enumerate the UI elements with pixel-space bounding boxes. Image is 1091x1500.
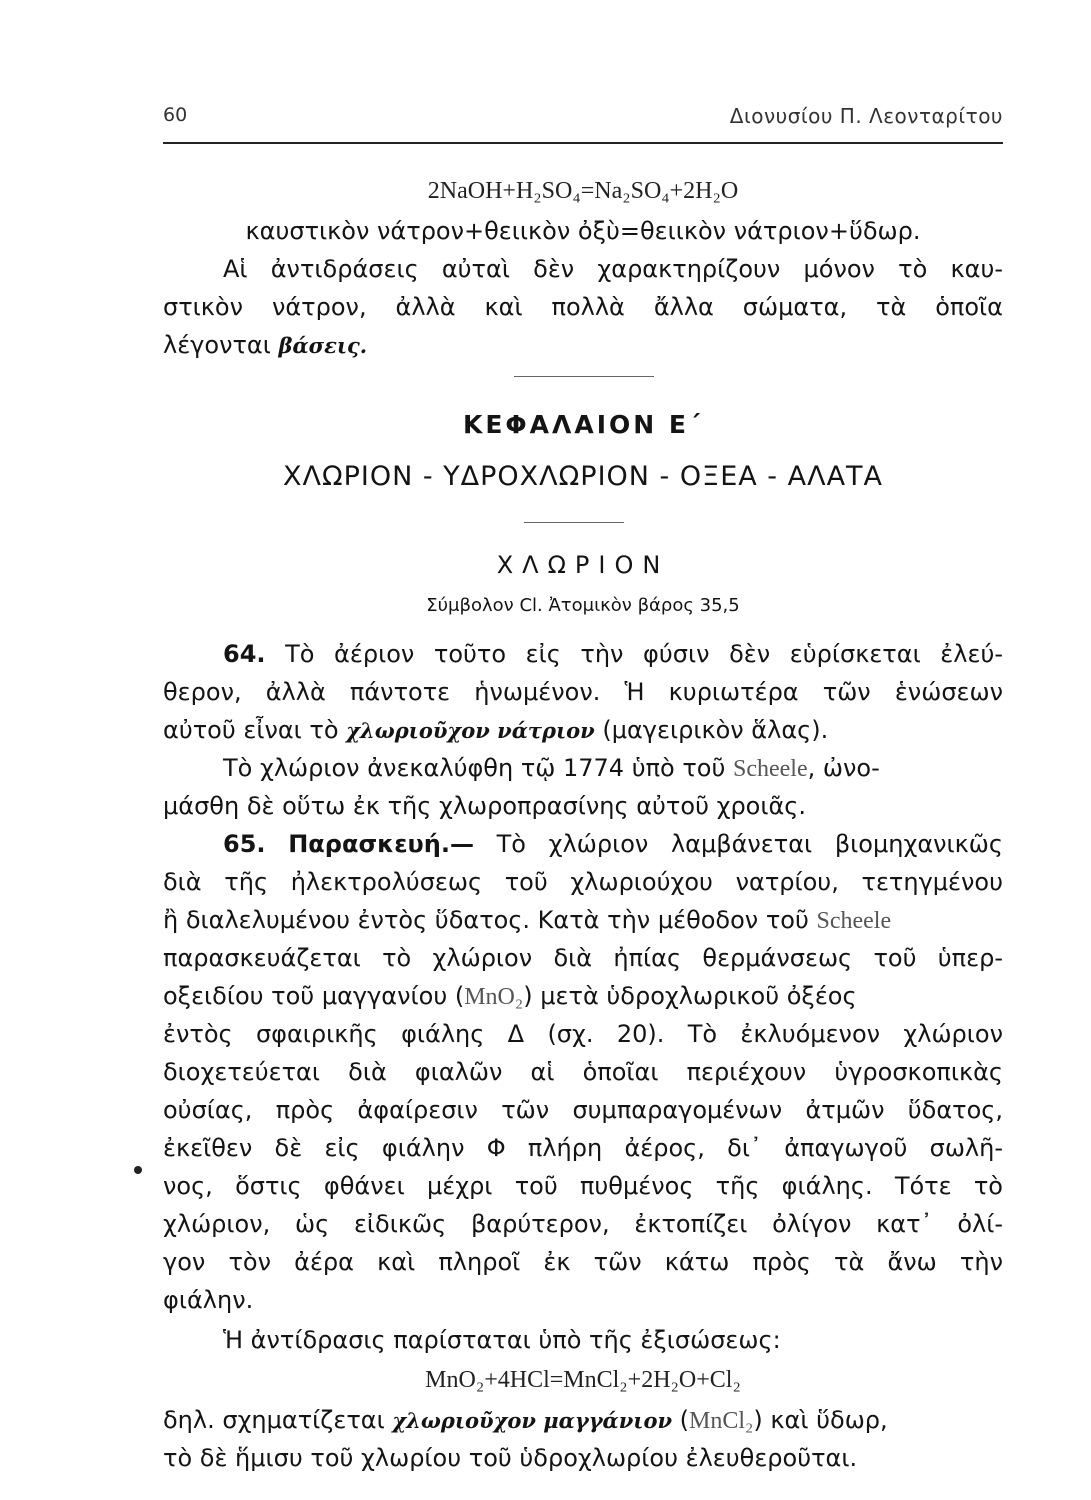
para64-line-4-text: Τὸ χλώριον ἀνεκαλύφθη τῷ 1774 ὑπὸ τοῦ (223, 754, 733, 782)
para65-line-12: γον τὸν ἀέρα καὶ πληροῖ ἐκ τῶν κάτω πρὸς τὰ ἄνω τὴν (163, 1248, 1003, 1276)
term-chlorioucho-natrio: χλωριοῦχον νάτριον (346, 718, 595, 743)
para64-line-3 (163, 711, 1003, 749)
para65-line-4: παρασκευάζεται τὸ χλώριον διὰ ἠπίας θερμάνσεως τοῦ ὑπερ- (163, 944, 1003, 972)
formula-mno2: MnO₂ (464, 984, 524, 1010)
para64-line-1 (163, 635, 1003, 673)
term-baseis: βάσεις. (278, 333, 368, 358)
equation-formula: 2NaOH+H₂SO₄=Na₂SO₄+2H₂O (427, 178, 739, 204)
para65-number: 65. (223, 830, 266, 858)
para64-line-4 (163, 749, 1003, 787)
para65-line-3 (163, 901, 1003, 939)
section-title: ΧΛΩΡΙΟΝ (496, 551, 670, 579)
para65-line-9: ἐκεῖθεν δὲ εἰς φιάλην Φ πλήρη ἀέρος, δι᾽ ἀπαγωγοῦ σωλῆ- (163, 1134, 1003, 1162)
reaction-formula: MnO₂+4HCl=MnCl₂+2H₂O+Cl₂ (425, 1367, 741, 1393)
para65-line-5-suffix: ) μετὰ ὑδροχλωρικοῦ ὀξέος (523, 982, 857, 1010)
para65-line-7: διοχετεύεται διὰ φιαλῶν αἱ ὁποῖαι περιέχουν ὑγροσκοπικὰς (163, 1058, 1003, 1086)
page-number: 60 (163, 104, 188, 126)
para65-line-8: οὐσίας, πρὸς ἀφαίρεσιν τῶν συμπαραγομένων ἀτμῶν ὕδατος, (163, 1096, 1003, 1124)
header-rule (163, 142, 1003, 144)
name-scheele: Scheele (733, 756, 808, 782)
para65-heading: Παρασκευή.— (288, 830, 474, 858)
para65-line-5 (163, 977, 1003, 1015)
para64-line-2: θερον, ἀλλὰ πάντοτε ἡνωμένον. Ἡ κυριωτέρα τῶν ἑνώσεων (163, 678, 1003, 706)
para64-line-3-text: αὐτοῦ εἶναι τὸ (163, 716, 347, 744)
section-divider-1 (514, 376, 654, 377)
para65-line-11: χλώριον, ὡς εἰδικῶς βαρύτερον, ἐκτοπίζει ὀλίγον κατ᾽ ὀλί- (163, 1210, 1003, 1238)
para65-line-1-text: Τὸ χλώριον λαμβάνεται βιομηχανικῶς (473, 830, 1003, 858)
para65-line-3-text: ἢ διαλελυμένου ἐντὸς ὕδατος. Κατὰ τὴν μέθοδον τοῦ (163, 906, 817, 934)
intro-line-3-text: λέγονται (163, 331, 279, 359)
section-divider-2 (524, 522, 624, 523)
formula-mncl2: MnCl₂ (689, 1408, 754, 1434)
para65-line-6: ἐντὸς σφαιρικῆς φιάλης Δ (σχ. 20). Τὸ ἐκλυόμενον χλώριον (163, 1020, 1003, 1048)
para64-line-4-suffix: , ὠνο- (807, 754, 880, 782)
para65-line-14-text: δηλ. σχηματίζεται (163, 1406, 393, 1434)
para65-line-14-suffix: ) καὶ ὕδωρ, (753, 1406, 888, 1434)
para65-line-10: νος, ὅστις φθάνει μέχρι τοῦ πυθμένος τῆς φιάλης. Τότε τὸ (163, 1172, 1003, 1200)
equation-words: καυστικὸν νάτρον+θειικὸν ὀξὺ=θειικὸν νάτριον+ὕδωρ. (245, 217, 921, 245)
margin-dot (134, 1166, 142, 1174)
para65-line-13: φιάλην. (163, 1286, 254, 1314)
para65-line-2: διὰ τῆς ἠλεκτρολύσεως τοῦ χλωριούχου νατρίου, τετηγμένου (163, 868, 1003, 896)
para65-line-1 (163, 825, 1003, 863)
para65-line-14-open: ( (672, 1406, 690, 1434)
intro-line-1: Αἱ ἀντιδράσεις αὐταὶ δὲν χαρακτηρίζουν μόνον τὸ καυ- (223, 255, 1003, 283)
term-chlorioucho-maggani: χλωριοῦχον μαγγάνιον (392, 1408, 673, 1433)
para65-line-5-text: οξειδίου τοῦ μαγγανίου ( (163, 982, 465, 1010)
para65-line-15: τὸ δὲ ἥμισυ τοῦ χλωρίου τοῦ ὑδροχλωρίου ἐλευθεροῦται. (163, 1444, 858, 1472)
para64-line-5: μάσθη δὲ οὕτω ἐκ τῆς χλωροπρασίνης αὐτοῦ χροιᾶς. (163, 792, 807, 820)
chapter-subtitle: ΧΛΩΡΙΟΝ - ΥΔΡΟΧΛΩΡΙΟΝ - ΟΞΕΑ - ΑΛΑΤΑ (282, 461, 884, 492)
intro-line-2: στικὸν νάτρον, ἀλλὰ καὶ πολλὰ ἄλλα σώματα, τὰ ὁποῖα (163, 293, 1003, 321)
intro-line-3 (163, 326, 1003, 364)
para64-line-3-suffix: (μαγειρικὸν ἅλας). (594, 716, 829, 744)
running-head: Διονυσίου Π. Λεονταρίτου (729, 104, 1003, 128)
symbol-line: Σύμβολον Cl. Ἀτομικὸν βάρος 35,5 (426, 595, 740, 616)
para64-line-1-text: Τὸ ἀέριον τοῦτο εἰς τὴν φύσιν δὲν εὑρίσκεται ἐλεύ- (265, 640, 1003, 668)
name-scheele-2: Scheele (816, 908, 892, 934)
reaction-intro: Ἡ ἀντίδρασις παρίσταται ὑπὸ τῆς ἐξισώσεως: (223, 1326, 781, 1354)
para65-line-14 (163, 1401, 1003, 1439)
page-header (163, 100, 1003, 136)
para64-number: 64. (223, 640, 266, 668)
chapter-title: ΚΕΦΑΛΑΙΟΝ Ε΄ (462, 410, 704, 439)
